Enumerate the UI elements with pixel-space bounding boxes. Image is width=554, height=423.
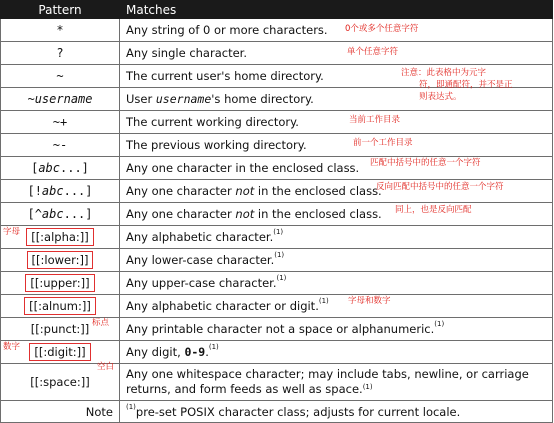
pattern-highlight-box: [[:upper:]] xyxy=(25,274,94,292)
pattern-cell: * xyxy=(1,19,120,42)
description-text: Any upper-case character. xyxy=(126,276,277,290)
description-text: User xyxy=(126,92,156,106)
description-cell: Any single character. xyxy=(120,42,553,65)
description-text: Any digit, xyxy=(126,345,185,359)
description-cell: The current working directory. xyxy=(120,111,553,134)
description-text: in the enclosed class. xyxy=(254,207,382,221)
pattern-cell xyxy=(1,272,120,295)
footnote-marker: (1) xyxy=(208,343,219,351)
pattern-highlight-box: [[:lower:]] xyxy=(27,251,94,269)
pattern-highlight-box: [[:digit:]] xyxy=(29,343,90,361)
description-cell xyxy=(120,364,553,401)
description-cell xyxy=(120,341,553,364)
table-row xyxy=(1,341,553,364)
pattern-cell xyxy=(1,249,120,272)
description-cell: The previous working directory. xyxy=(120,134,553,157)
description-text: . xyxy=(205,345,209,359)
annotation-question: 单个任意字符 xyxy=(347,47,399,57)
table-row xyxy=(1,295,553,318)
annotation-space: 空白 xyxy=(97,362,115,372)
pattern-cell: ~ xyxy=(1,65,120,88)
table-row xyxy=(1,364,553,401)
pattern-cell xyxy=(1,157,120,180)
pattern-cell xyxy=(1,180,120,203)
pattern-italic-text: abc xyxy=(38,161,60,175)
description-text: returns, and form feeds as well as space. xyxy=(126,382,363,396)
table-row xyxy=(1,249,553,272)
annotation-tilde-note-line2: 符，即通配符，并不是正 xyxy=(419,80,513,90)
pattern-italic-text: abc xyxy=(41,184,64,198)
annotation-alnum: 字母和数字 xyxy=(348,296,391,306)
note-text: pre-set POSIX character class; adjusts for current locale. xyxy=(135,404,461,419)
description-italic-text: username xyxy=(155,92,212,106)
description-cell xyxy=(120,318,553,341)
pattern-cell: ? xyxy=(1,42,120,65)
description-bold-text: 0-9 xyxy=(184,345,206,359)
pattern-text: [^ xyxy=(27,207,42,221)
description-text: Any one character xyxy=(126,184,236,198)
table-row xyxy=(1,42,553,65)
description-cell: Any one character in the enclosed class. xyxy=(120,157,553,180)
description-text: 's home directory. xyxy=(211,92,314,106)
table-row xyxy=(1,19,553,42)
description-cell xyxy=(120,203,553,226)
annotation-class: 匹配中括号中的任意一个字符 xyxy=(370,158,481,168)
pattern-text: ...] xyxy=(63,184,93,198)
table-row xyxy=(1,318,553,341)
pattern-column-header: Pattern xyxy=(1,1,120,19)
annotation-punct: 标点 xyxy=(92,318,110,328)
description-italic-text: not xyxy=(235,207,255,221)
footnote-marker: (1) xyxy=(318,297,329,305)
note-label: Note xyxy=(1,401,120,423)
note-text-cell xyxy=(120,401,553,423)
table-row xyxy=(1,134,553,157)
pattern-text: [! xyxy=(27,184,42,198)
description-cell: Any string of 0 or more characters. xyxy=(120,19,553,42)
description-text: Any printable character not a space or alphanumeric. xyxy=(126,322,435,336)
pattern-cell: [[:space:]] xyxy=(1,364,120,401)
pattern-text: ...] xyxy=(63,207,93,221)
table-row xyxy=(1,111,553,134)
annotation-star: 0个或多个任意字符 xyxy=(345,24,419,34)
pattern-cell: ~+ xyxy=(1,111,120,134)
footnote-marker: (1) xyxy=(362,383,373,391)
annotation-not-class: 反向匹配中括号中的任意一个字符 xyxy=(376,182,504,192)
description-text: in the enclosed class. xyxy=(254,184,382,198)
pattern-italic-text: abc xyxy=(41,207,64,221)
pattern-text: [ xyxy=(31,161,39,175)
annotation-tilde-note-line1: 注意：此表格中为元字 xyxy=(401,68,487,78)
table-row xyxy=(1,272,553,295)
pattern-highlight-box: [[:alpha:]] xyxy=(26,228,94,246)
description-text: Any lower-case character. xyxy=(126,253,275,267)
pattern-cell: ~username xyxy=(1,88,120,111)
annotation-alpha: 字母 xyxy=(3,227,21,237)
footnote-marker: (1) xyxy=(434,320,445,328)
description-text: Any alphabetic character. xyxy=(126,230,274,244)
description-cell xyxy=(120,249,553,272)
note-row xyxy=(1,401,553,423)
description-italic-text: not xyxy=(235,184,255,198)
pattern-cell xyxy=(1,203,120,226)
annotation-digit: 数字 xyxy=(3,342,21,352)
pattern-cell: ~- xyxy=(1,134,120,157)
annotation-tilde-note-line3: 则表达式。 xyxy=(419,92,462,102)
pattern-cell: [[:punct:]] xyxy=(1,318,120,341)
table-row xyxy=(1,226,553,249)
description-text: Any alphabetic character or digit. xyxy=(126,299,319,313)
matches-column-header: Matches xyxy=(120,1,553,19)
pattern-cell xyxy=(1,295,120,318)
description-text: Any one whitespace character; may include tabs, newline, or carriage xyxy=(126,367,529,381)
footnote-marker: (1) xyxy=(276,274,287,282)
description-cell: The current user's home directory. xyxy=(120,65,553,88)
description-text: Any one character xyxy=(126,207,236,221)
pattern-text: ...] xyxy=(60,161,89,175)
description-cell xyxy=(120,295,553,318)
annotation-caret: 同上，也是反向匹配 xyxy=(395,205,472,215)
footnote-marker: (1) xyxy=(126,402,136,411)
annotation-prev: 前一个工作目录 xyxy=(353,138,413,148)
description-cell xyxy=(120,226,553,249)
table-header-row xyxy=(1,1,553,19)
pattern-highlight-box: [[:alnum:]] xyxy=(24,297,96,315)
footnote-marker: (1) xyxy=(274,251,285,259)
description-cell xyxy=(120,272,553,295)
footnote-marker: (1) xyxy=(273,228,284,236)
annotation-cwd: 当前工作目录 xyxy=(349,115,401,125)
